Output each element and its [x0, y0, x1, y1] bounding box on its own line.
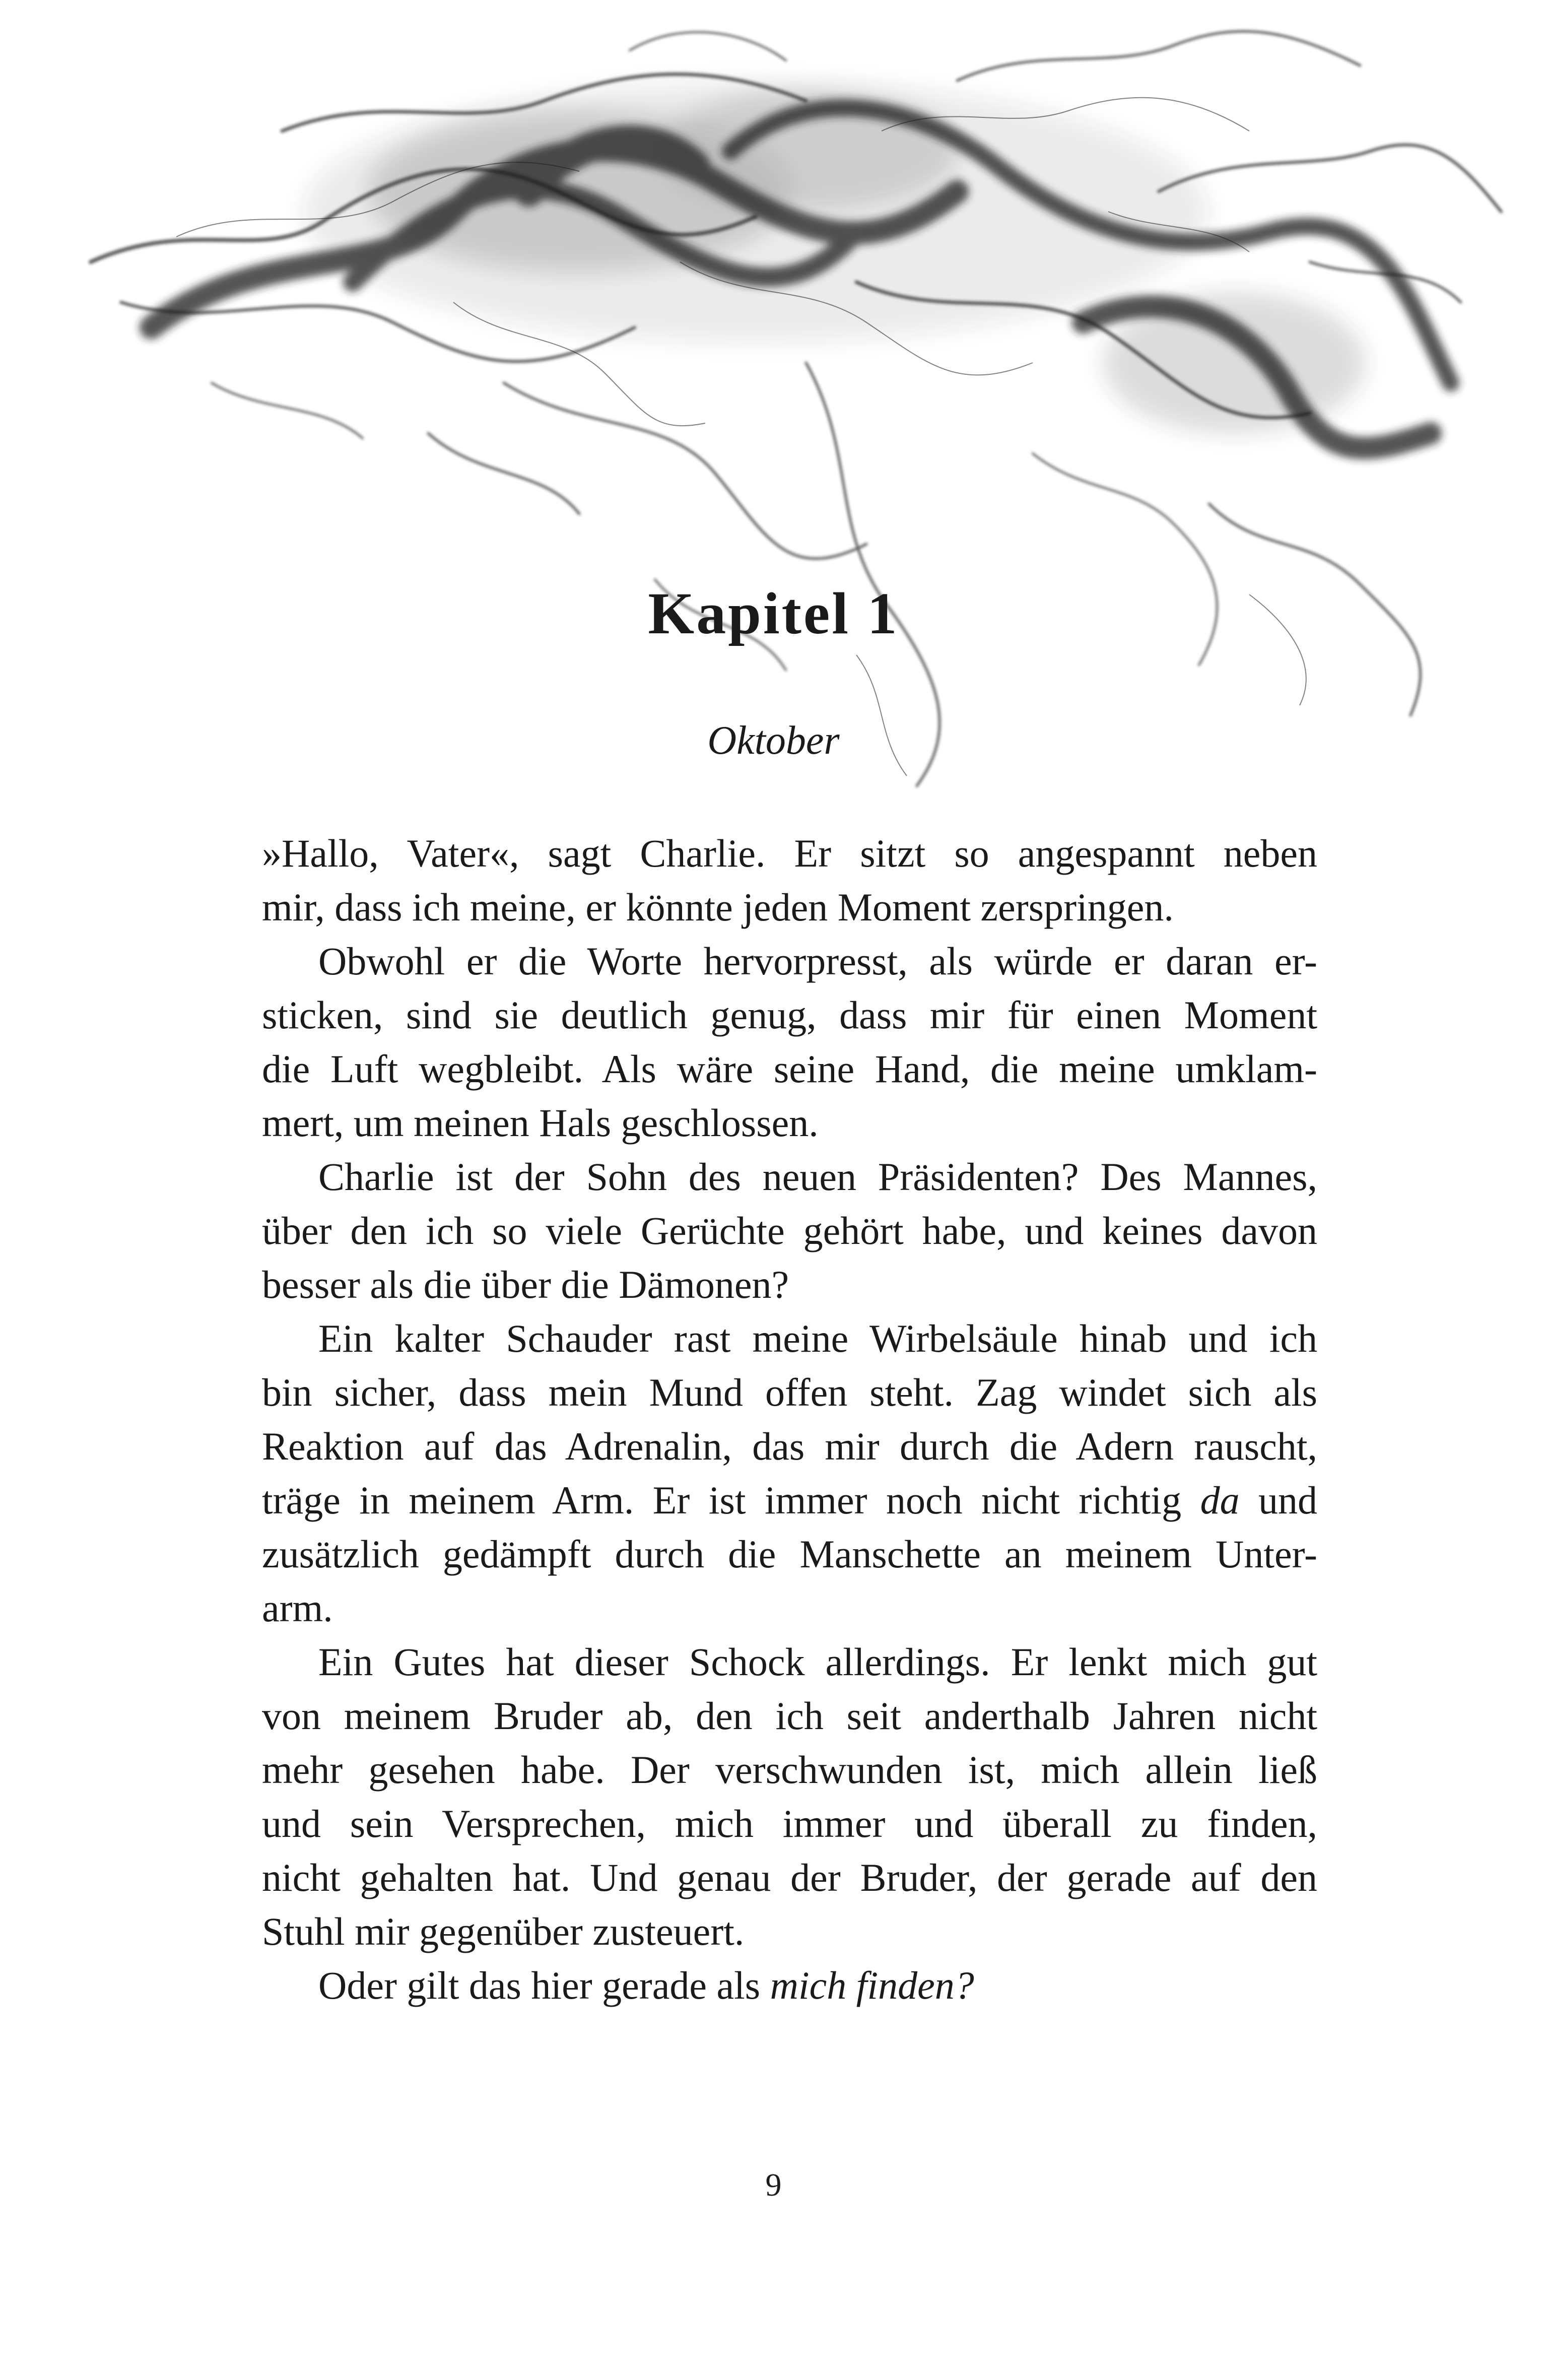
text-line: Reaktion auf das Adrenalin, das mir durch die Adern rauscht, [262, 1424, 1317, 1468]
text-segment: träge in meinem Arm. Er ist immer noch nicht richtig [262, 1478, 1200, 1522]
text-line: Charlie ist der Sohn des neuen Präsidenten? Des Mannes, [318, 1155, 1317, 1199]
chapter-subtitle: Oktober [707, 718, 840, 763]
text-line: »Hallo, Vater«, sagt Charlie. Er sitzt so angespannt neben [262, 831, 1317, 875]
text-line: die Luft wegbleibt. Als wäre seine Hand, die meine umklam- [262, 1047, 1317, 1091]
text-line: besser als die über die Dämonen? [262, 1263, 789, 1306]
emphasis: mich finden? [770, 1963, 974, 2007]
text-line: zusätzlich gedämpft durch die Manschette an meinem Unter- [262, 1532, 1317, 1576]
text-line: und sein Versprechen, mich immer und überall zu finden, [262, 1802, 1317, 1845]
text-line: nicht gehalten hat. Und genau der Bruder, der gerade auf den [262, 1856, 1317, 1899]
paragraph [262, 1635, 1317, 1958]
paragraph [262, 1150, 1317, 1311]
text-line: Ein kalter Schauder rast meine Wirbelsäule hinab und ich [318, 1316, 1317, 1360]
page-number: 9 [765, 2167, 782, 2203]
text-line: mert, um meinen Hals geschlossen. [262, 1101, 819, 1145]
text-line: mir, dass ich meine, er könnte jeden Moment zerspringen. [262, 885, 1174, 929]
text-line: über den ich so viele Gerüchte gehört habe, und keines davon [262, 1209, 1317, 1252]
text-line: mehr gesehen habe. Der verschwunden ist, mich allein ließ [262, 1748, 1317, 1792]
text-line: Stuhl mir gegenüber zusteuert. [262, 1909, 745, 1953]
paragraph [262, 826, 1317, 934]
body-text [262, 826, 1317, 2012]
text-line [262, 1958, 1317, 2012]
text-segment: Oder gilt das hier gerade als [318, 1963, 770, 2007]
paragraph [262, 1311, 1317, 1635]
paragraph [262, 1958, 1317, 2012]
text-line: Obwohl er die Worte hervorpresst, als würde er daran er- [318, 939, 1317, 983]
text-line: sticken, sind sie deutlich genug, dass mir für einen Moment [262, 993, 1317, 1037]
text-line: von meinem Bruder ab, den ich seit anderthalb Jahren nicht [262, 1694, 1317, 1738]
text-segment: und [1239, 1478, 1318, 1522]
text-line: bin sicher, dass mein Mund offen steht. Zag windet sich als [262, 1370, 1317, 1414]
smoke-illustration [0, 0, 1547, 816]
text-line: Ein Gutes hat dieser Schock allerdings. Er lenkt mich gut [318, 1640, 1317, 1684]
text-line [262, 1473, 1317, 1527]
paragraph [262, 934, 1317, 1150]
text-line: arm. [262, 1586, 333, 1630]
chapter-title: Kapitel 1 [648, 580, 899, 646]
emphasis: da [1200, 1478, 1240, 1522]
